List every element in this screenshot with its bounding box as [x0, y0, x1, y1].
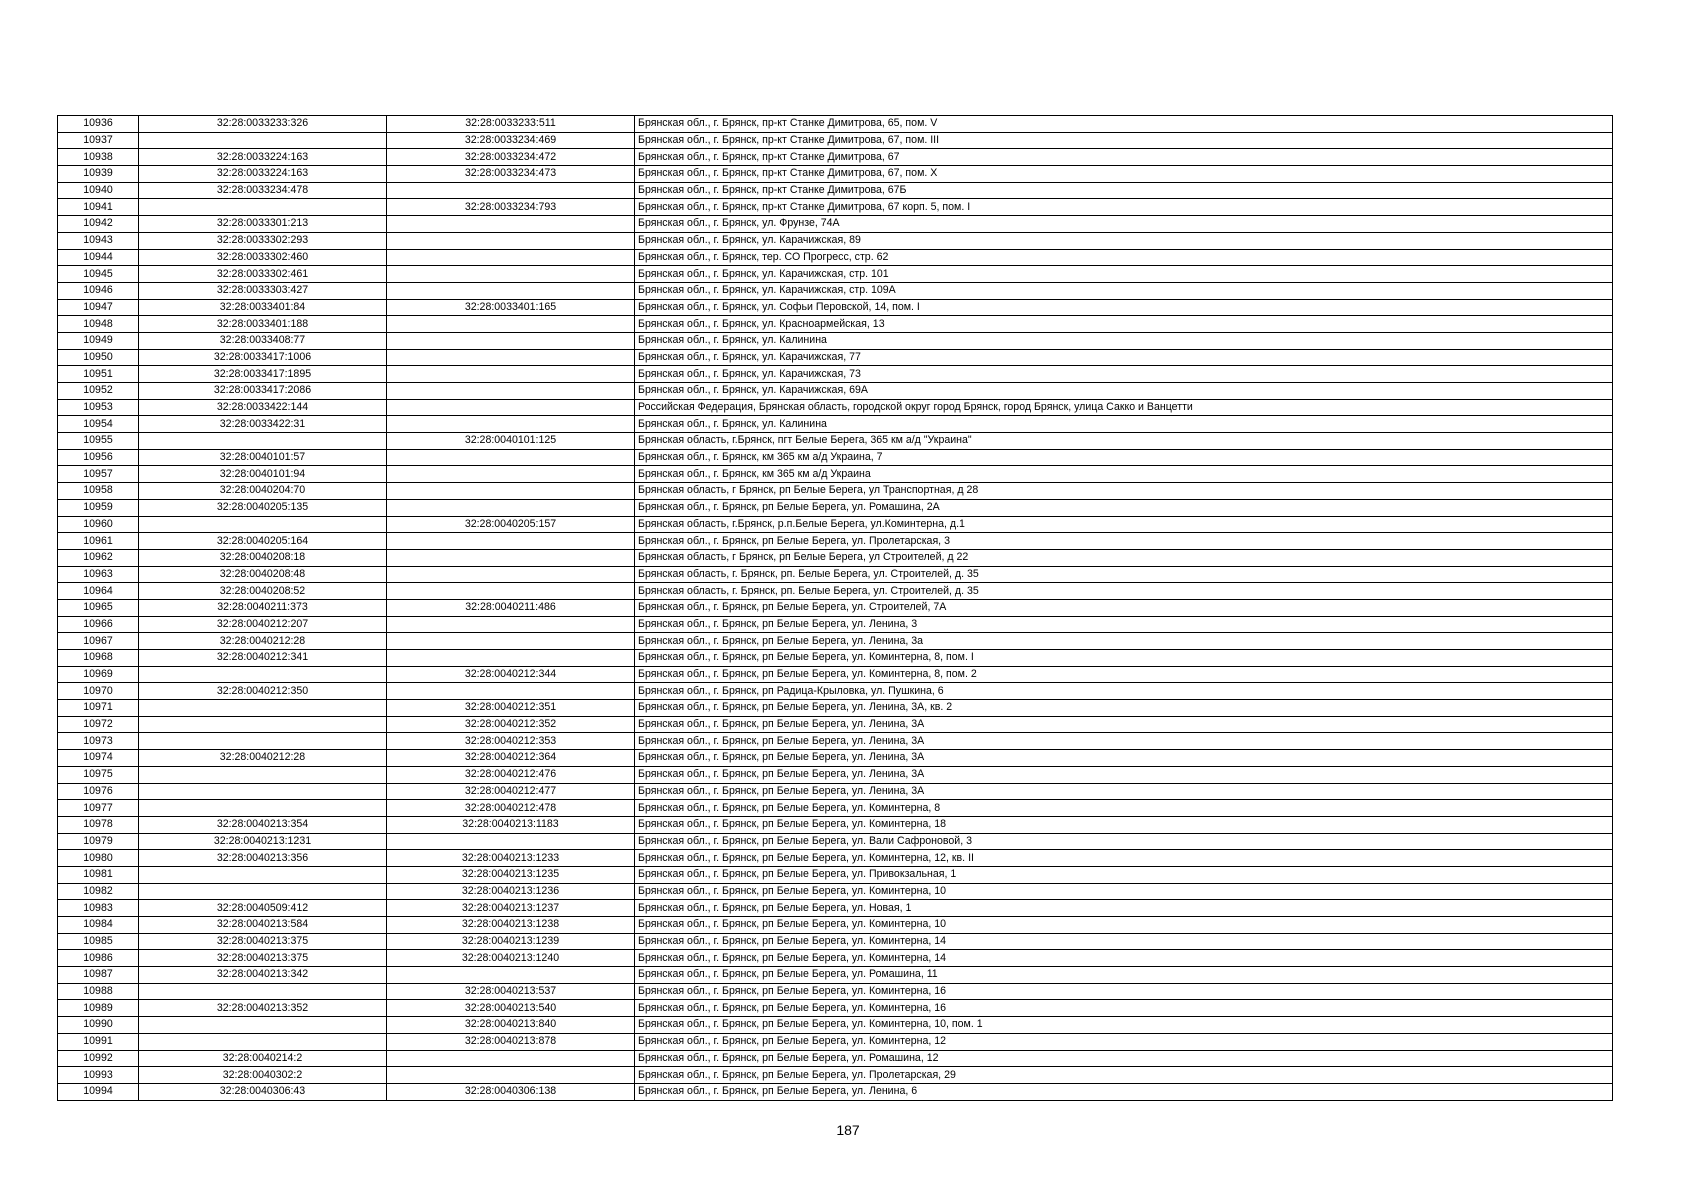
row-number-cell: 10947 — [58, 299, 139, 316]
table-row — [58, 900, 1613, 917]
row-number-cell: 10953 — [58, 399, 139, 416]
table-row — [58, 149, 1613, 166]
table-row — [58, 816, 1613, 833]
table-row — [58, 750, 1613, 767]
address-cell: Брянская обл., г. Брянск, рп Белые Берега, ул. Коминтерна, 12, кв. II — [635, 850, 1613, 867]
address-cell: Брянская обл., г. Брянск, рп Белые Берега, ул. Ленина, 6 — [635, 1083, 1613, 1100]
table-row — [58, 166, 1613, 183]
object-cadastral-number-cell: 32:28:0040213:1238 — [387, 917, 635, 934]
address-cell: Брянская обл., г. Брянск, ул. Красноармейская, 13 — [635, 316, 1613, 333]
object-cadastral-number-cell — [387, 399, 635, 416]
address-cell: Брянская обл., г. Брянск, рп Белые Берега, ул. Ромашина, 2А — [635, 499, 1613, 516]
page-number: 187 — [836, 1122, 860, 1138]
table-row — [58, 800, 1613, 817]
row-number-cell: 10941 — [58, 199, 139, 216]
object-cadastral-number-cell: 32:28:0040213:1237 — [387, 900, 635, 917]
object-cadastral-number-cell: 32:28:0033234:793 — [387, 199, 635, 216]
land-cadastral-number-cell: 32:28:0040208:52 — [139, 583, 387, 600]
land-cadastral-number-cell: 32:28:0040306:43 — [139, 1083, 387, 1100]
land-cadastral-number-cell — [139, 983, 387, 1000]
address-cell: Брянская обл., г. Брянск, рп Белые Берега, ул. Коминтерна, 16 — [635, 1000, 1613, 1017]
address-cell: Брянская обл., г. Брянск, ул. Фрунзе, 74А — [635, 216, 1613, 233]
object-cadastral-number-cell: 32:28:0040213:878 — [387, 1033, 635, 1050]
object-cadastral-number-cell — [387, 549, 635, 566]
land-cadastral-number-cell: 32:28:0040101:57 — [139, 449, 387, 466]
row-number-cell: 10970 — [58, 683, 139, 700]
row-number-cell: 10939 — [58, 166, 139, 183]
table-row — [58, 282, 1613, 299]
row-number-cell: 10985 — [58, 933, 139, 950]
object-cadastral-number-cell: 32:28:0040213:1240 — [387, 950, 635, 967]
address-cell: Брянская обл., г. Брянск, рп Белые Берега, ул. Ленина, 3А, кв. 2 — [635, 700, 1613, 717]
row-number-cell: 10958 — [58, 483, 139, 500]
land-cadastral-number-cell: 32:28:0033302:460 — [139, 249, 387, 266]
address-cell: Брянская обл., г. Брянск, рп Белые Берега, ул. Вали Сафроновой, 3 — [635, 833, 1613, 850]
address-cell: Брянская обл., г. Брянск, рп Белые Берега, ул. Коминтерна, 14 — [635, 933, 1613, 950]
land-cadastral-number-cell: 32:28:0040302:2 — [139, 1067, 387, 1084]
row-number-cell: 10988 — [58, 983, 139, 1000]
object-cadastral-number-cell — [387, 449, 635, 466]
land-cadastral-number-cell: 32:28:0040204:70 — [139, 483, 387, 500]
land-cadastral-number-cell: 32:28:0040213:375 — [139, 950, 387, 967]
object-cadastral-number-cell: 32:28:0040211:486 — [387, 599, 635, 616]
object-cadastral-number-cell: 32:28:0040213:537 — [387, 983, 635, 1000]
object-cadastral-number-cell — [387, 967, 635, 984]
land-cadastral-number-cell — [139, 800, 387, 817]
table-row — [58, 866, 1613, 883]
table-row — [58, 366, 1613, 383]
address-cell: Брянская обл., г. Брянск, рп Белые Берега, ул. Пролетарская, 3 — [635, 533, 1613, 550]
address-cell: Брянская обл., г. Брянск, рп Белые Берега, ул. Коминтерна, 16 — [635, 983, 1613, 1000]
object-cadastral-number-cell — [387, 683, 635, 700]
land-cadastral-number-cell: 32:28:0033302:461 — [139, 266, 387, 283]
table-row — [58, 132, 1613, 149]
table-row — [58, 1033, 1613, 1050]
address-cell: Брянская обл., г. Брянск, рп Белые Берега, ул. Ромашина, 12 — [635, 1050, 1613, 1067]
object-cadastral-number-cell: 32:28:0040213:840 — [387, 1017, 635, 1034]
table-row — [58, 967, 1613, 984]
address-cell: Брянская обл., г. Брянск, рп Белые Берега, ул. Привокзальная, 1 — [635, 866, 1613, 883]
address-cell: Брянская обл., г. Брянск, ул. Карачижская, стр. 109А — [635, 282, 1613, 299]
table-row — [58, 383, 1613, 400]
address-cell: Брянская обл., г. Брянск, рп Белые Берега, ул. Строителей, 7А — [635, 599, 1613, 616]
address-cell: Брянская обл., г. Брянск, рп Белые Берега, ул. Пролетарская, 29 — [635, 1067, 1613, 1084]
row-number-cell: 10990 — [58, 1017, 139, 1034]
object-cadastral-number-cell — [387, 616, 635, 633]
table-row — [58, 883, 1613, 900]
land-cadastral-number-cell: 32:28:0040212:350 — [139, 683, 387, 700]
row-number-cell: 10969 — [58, 666, 139, 683]
address-cell: Брянская обл., г. Брянск, ул. Карачижская, 89 — [635, 232, 1613, 249]
land-cadastral-number-cell — [139, 716, 387, 733]
address-cell: Брянская обл., г. Брянск, ул. Карачижская, 69А — [635, 383, 1613, 400]
land-cadastral-number-cell: 32:28:0040205:164 — [139, 533, 387, 550]
address-cell: Брянская обл., г. Брянск, ул. Карачижская, стр. 101 — [635, 266, 1613, 283]
row-number-cell: 10950 — [58, 349, 139, 366]
table-row — [58, 516, 1613, 533]
object-cadastral-number-cell: 32:28:0040213:540 — [387, 1000, 635, 1017]
object-cadastral-number-cell — [387, 282, 635, 299]
address-cell: Брянская область, г Брянск, рп Белые Берега, ул Строителей, д 22 — [635, 549, 1613, 566]
row-number-cell: 10993 — [58, 1067, 139, 1084]
address-cell: Брянская обл., г. Брянск, ул. Карачижская, 77 — [635, 349, 1613, 366]
row-number-cell: 10986 — [58, 950, 139, 967]
object-cadastral-number-cell: 32:28:0040213:1235 — [387, 866, 635, 883]
address-cell: Брянская обл., г. Брянск, рп Радица-Крыловка, ул. Пушкина, 6 — [635, 683, 1613, 700]
land-cadastral-number-cell: 32:28:0033303:427 — [139, 282, 387, 299]
address-cell: Брянская область, г Брянск, рп Белые Берега, ул Транспортная, д 28 — [635, 483, 1613, 500]
object-cadastral-number-cell — [387, 216, 635, 233]
address-cell: Брянская обл., г. Брянск, пр-кт Станке Димитрова, 65, пом. V — [635, 116, 1613, 133]
row-number-cell: 10979 — [58, 833, 139, 850]
land-cadastral-number-cell: 32:28:0033408:77 — [139, 332, 387, 349]
row-number-cell: 10989 — [58, 1000, 139, 1017]
land-cadastral-number-cell — [139, 866, 387, 883]
object-cadastral-number-cell: 32:28:0040212:352 — [387, 716, 635, 733]
row-number-cell: 10952 — [58, 383, 139, 400]
land-cadastral-number-cell: 32:28:0033417:1895 — [139, 366, 387, 383]
row-number-cell: 10965 — [58, 599, 139, 616]
object-cadastral-number-cell: 32:28:0033234:472 — [387, 149, 635, 166]
row-number-cell: 10961 — [58, 533, 139, 550]
address-cell: Брянская обл., г. Брянск, рп Белые Берега, ул. Коминтерна, 14 — [635, 950, 1613, 967]
land-cadastral-number-cell: 32:28:0040208:18 — [139, 549, 387, 566]
table-row — [58, 616, 1613, 633]
land-cadastral-number-cell: 32:28:0040211:373 — [139, 599, 387, 616]
table-row — [58, 266, 1613, 283]
table-row — [58, 199, 1613, 216]
row-number-cell: 10951 — [58, 366, 139, 383]
land-cadastral-number-cell: 32:28:0033417:1006 — [139, 349, 387, 366]
object-cadastral-number-cell: 32:28:0040212:477 — [387, 783, 635, 800]
object-cadastral-number-cell: 32:28:0040213:1236 — [387, 883, 635, 900]
table-row — [58, 950, 1613, 967]
object-cadastral-number-cell: 32:28:0040213:1233 — [387, 850, 635, 867]
object-cadastral-number-cell — [387, 533, 635, 550]
row-number-cell: 10955 — [58, 433, 139, 450]
object-cadastral-number-cell: 32:28:0040212:344 — [387, 666, 635, 683]
table-row — [58, 650, 1613, 667]
object-cadastral-number-cell — [387, 466, 635, 483]
land-cadastral-number-cell — [139, 1017, 387, 1034]
table-row — [58, 566, 1613, 583]
table-row — [58, 833, 1613, 850]
address-cell: Брянская обл., г. Брянск, рп Белые Берега, ул. Ленина, 3А — [635, 733, 1613, 750]
land-cadastral-number-cell: 32:28:0033301:213 — [139, 216, 387, 233]
row-number-cell: 10940 — [58, 182, 139, 199]
land-cadastral-number-cell — [139, 700, 387, 717]
object-cadastral-number-cell: 32:28:0033234:469 — [387, 132, 635, 149]
property-register-table — [57, 115, 1613, 1101]
row-number-cell: 10942 — [58, 216, 139, 233]
land-cadastral-number-cell — [139, 132, 387, 149]
object-cadastral-number-cell: 32:28:0040212:351 — [387, 700, 635, 717]
address-cell: Брянская обл., г. Брянск, км 365 км а/д Украина, 7 — [635, 449, 1613, 466]
row-number-cell: 10937 — [58, 132, 139, 149]
table-row — [58, 399, 1613, 416]
object-cadastral-number-cell: 32:28:0033234:473 — [387, 166, 635, 183]
table-row — [58, 116, 1613, 133]
table-row — [58, 917, 1613, 934]
address-cell: Брянская область, г. Брянск, рп. Белые Берега, ул. Строителей, д. 35 — [635, 583, 1613, 600]
row-number-cell: 10944 — [58, 249, 139, 266]
row-number-cell: 10981 — [58, 866, 139, 883]
row-number-cell: 10991 — [58, 1033, 139, 1050]
table-row — [58, 1083, 1613, 1100]
address-cell: Брянская обл., г. Брянск, рп Белые Берега, ул. Ленина, 3А — [635, 716, 1613, 733]
land-cadastral-number-cell: 32:28:0033224:163 — [139, 149, 387, 166]
table-row — [58, 449, 1613, 466]
object-cadastral-number-cell — [387, 1050, 635, 1067]
land-cadastral-number-cell: 32:28:0033401:188 — [139, 316, 387, 333]
table-row — [58, 716, 1613, 733]
object-cadastral-number-cell: 32:28:0033233:511 — [387, 116, 635, 133]
row-number-cell: 10968 — [58, 650, 139, 667]
land-cadastral-number-cell: 32:28:0040213:356 — [139, 850, 387, 867]
land-cadastral-number-cell — [139, 433, 387, 450]
row-number-cell: 10974 — [58, 750, 139, 767]
object-cadastral-number-cell — [387, 266, 635, 283]
land-cadastral-number-cell: 32:28:0033422:144 — [139, 399, 387, 416]
row-number-cell: 10949 — [58, 332, 139, 349]
land-cadastral-number-cell — [139, 199, 387, 216]
object-cadastral-number-cell: 32:28:0040205:157 — [387, 516, 635, 533]
address-cell: Брянская обл., г. Брянск, рп Белые Берега, ул. Коминтерна, 10 — [635, 917, 1613, 934]
land-cadastral-number-cell: 32:28:0040208:48 — [139, 566, 387, 583]
object-cadastral-number-cell: 32:28:0040212:478 — [387, 800, 635, 817]
table-row — [58, 433, 1613, 450]
land-cadastral-number-cell: 32:28:0040213:375 — [139, 933, 387, 950]
row-number-cell: 10983 — [58, 900, 139, 917]
table-row — [58, 466, 1613, 483]
table-row — [58, 683, 1613, 700]
address-cell: Российская Федерация, Брянская область, городской округ город Брянск, город Брянск, улица Сакко и Ванцетти — [635, 399, 1613, 416]
row-number-cell: 10963 — [58, 566, 139, 583]
address-cell: Брянская обл., г. Брянск, км 365 км а/д Украина — [635, 466, 1613, 483]
row-number-cell: 10976 — [58, 783, 139, 800]
land-cadastral-number-cell: 32:28:0040213:1231 — [139, 833, 387, 850]
land-cadastral-number-cell: 32:28:0040101:94 — [139, 466, 387, 483]
address-cell: Брянская обл., г. Брянск, рп Белые Берега, ул. Коминтерна, 10, пом. 1 — [635, 1017, 1613, 1034]
row-number-cell: 10978 — [58, 816, 139, 833]
table-row — [58, 766, 1613, 783]
row-number-cell: 10984 — [58, 917, 139, 934]
row-number-cell: 10938 — [58, 149, 139, 166]
land-cadastral-number-cell: 32:28:0040509:412 — [139, 900, 387, 917]
address-cell: Брянская область, г.Брянск, р.п.Белые Берега, ул.Коминтерна, д.1 — [635, 516, 1613, 533]
object-cadastral-number-cell — [387, 583, 635, 600]
land-cadastral-number-cell: 32:28:0033224:163 — [139, 166, 387, 183]
row-number-cell: 10957 — [58, 466, 139, 483]
table-row — [58, 299, 1613, 316]
address-cell: Брянская обл., г. Брянск, ул. Калинина — [635, 416, 1613, 433]
table-row — [58, 1000, 1613, 1017]
row-number-cell: 10987 — [58, 967, 139, 984]
land-cadastral-number-cell: 32:28:0033302:293 — [139, 232, 387, 249]
table-row — [58, 599, 1613, 616]
address-cell: Брянская обл., г. Брянск, рп Белые Берега, ул. Коминтерна, 8 — [635, 800, 1613, 817]
land-cadastral-number-cell: 32:28:0033233:326 — [139, 116, 387, 133]
row-number-cell: 10964 — [58, 583, 139, 600]
address-cell: Брянская обл., г. Брянск, рп Белые Берега, ул. Коминтерна, 12 — [635, 1033, 1613, 1050]
row-number-cell: 10960 — [58, 516, 139, 533]
address-cell: Брянская обл., г. Брянск, пр-кт Станке Димитрова, 67Б — [635, 182, 1613, 199]
table-row — [58, 1017, 1613, 1034]
table-row — [58, 416, 1613, 433]
address-cell: Брянская обл., г. Брянск, рп Белые Берега, ул. Коминтерна, 18 — [635, 816, 1613, 833]
land-cadastral-number-cell: 32:28:0040214:2 — [139, 1050, 387, 1067]
table-row — [58, 216, 1613, 233]
address-cell: Брянская обл., г. Брянск, пр-кт Станке Димитрова, 67 — [635, 149, 1613, 166]
table-row — [58, 349, 1613, 366]
object-cadastral-number-cell — [387, 483, 635, 500]
table-row — [58, 783, 1613, 800]
object-cadastral-number-cell: 32:28:0040306:138 — [387, 1083, 635, 1100]
table-row — [58, 700, 1613, 717]
row-number-cell: 10982 — [58, 883, 139, 900]
address-cell: Брянская обл., г. Брянск, ул. Карачижская, 73 — [635, 366, 1613, 383]
row-number-cell: 10962 — [58, 549, 139, 566]
row-number-cell: 10977 — [58, 800, 139, 817]
land-cadastral-number-cell: 32:28:0033417:2086 — [139, 383, 387, 400]
object-cadastral-number-cell: 32:28:0040213:1183 — [387, 816, 635, 833]
address-cell: Брянская обл., г. Брянск, рп Белые Берега, ул. Коминтерна, 10 — [635, 883, 1613, 900]
table-row — [58, 933, 1613, 950]
object-cadastral-number-cell — [387, 182, 635, 199]
row-number-cell: 10946 — [58, 282, 139, 299]
address-cell: Брянская область, г.Брянск, пгт Белые Берега, 365 км а/д "Украина" — [635, 433, 1613, 450]
object-cadastral-number-cell: 32:28:0033401:165 — [387, 299, 635, 316]
object-cadastral-number-cell: 32:28:0040212:476 — [387, 766, 635, 783]
row-number-cell: 10994 — [58, 1083, 139, 1100]
land-cadastral-number-cell: 32:28:0040212:341 — [139, 650, 387, 667]
object-cadastral-number-cell: 32:28:0040212:364 — [387, 750, 635, 767]
address-cell: Брянская обл., г. Брянск, рп Белые Берега, ул. Ленина, 3А — [635, 766, 1613, 783]
table-row — [58, 232, 1613, 249]
land-cadastral-number-cell: 32:28:0040205:135 — [139, 499, 387, 516]
address-cell: Брянская обл., г. Брянск, ул. Софьи Перовской, 14, пом. I — [635, 299, 1613, 316]
land-cadastral-number-cell — [139, 666, 387, 683]
row-number-cell: 10973 — [58, 733, 139, 750]
table-row — [58, 983, 1613, 1000]
object-cadastral-number-cell — [387, 1067, 635, 1084]
land-cadastral-number-cell: 32:28:0040212:28 — [139, 633, 387, 650]
address-cell: Брянская обл., г. Брянск, пр-кт Станке Димитрова, 67 корп. 5, пом. I — [635, 199, 1613, 216]
land-cadastral-number-cell — [139, 516, 387, 533]
row-number-cell: 10956 — [58, 449, 139, 466]
object-cadastral-number-cell — [387, 249, 635, 266]
row-number-cell: 10971 — [58, 700, 139, 717]
row-number-cell: 10975 — [58, 766, 139, 783]
address-cell: Брянская обл., г. Брянск, тер. СО Прогресс, стр. 62 — [635, 249, 1613, 266]
row-number-cell: 10992 — [58, 1050, 139, 1067]
table-row — [58, 666, 1613, 683]
land-cadastral-number-cell: 32:28:0033234:478 — [139, 182, 387, 199]
address-cell: Брянская обл., г. Брянск, рп Белые Берега, ул. Ленина, 3А — [635, 750, 1613, 767]
table-row — [58, 533, 1613, 550]
table-row — [58, 583, 1613, 600]
row-number-cell: 10967 — [58, 633, 139, 650]
land-cadastral-number-cell: 32:28:0040213:342 — [139, 967, 387, 984]
address-cell: Брянская обл., г. Брянск, рп Белые Берега, ул. Ленина, 3А — [635, 783, 1613, 800]
row-number-cell: 10966 — [58, 616, 139, 633]
address-cell: Брянская обл., г. Брянск, рп Белые Берега, ул. Ромашина, 11 — [635, 967, 1613, 984]
object-cadastral-number-cell — [387, 316, 635, 333]
land-cadastral-number-cell: 32:28:0040213:354 — [139, 816, 387, 833]
land-cadastral-number-cell: 32:28:0040213:584 — [139, 917, 387, 934]
table-row — [58, 549, 1613, 566]
table-row — [58, 483, 1613, 500]
table-row — [58, 316, 1613, 333]
table-row — [58, 633, 1613, 650]
object-cadastral-number-cell: 32:28:0040212:353 — [387, 733, 635, 750]
table-row — [58, 1050, 1613, 1067]
row-number-cell: 10948 — [58, 316, 139, 333]
address-cell: Брянская обл., г. Брянск, рп Белые Берега, ул. Новая, 1 — [635, 900, 1613, 917]
land-cadastral-number-cell — [139, 883, 387, 900]
row-number-cell: 10945 — [58, 266, 139, 283]
address-cell: Брянская обл., г. Брянск, ул. Калинина — [635, 332, 1613, 349]
row-number-cell: 10943 — [58, 232, 139, 249]
address-cell: Брянская обл., г. Брянск, пр-кт Станке Димитрова, 67, пом. X — [635, 166, 1613, 183]
table-row — [58, 733, 1613, 750]
object-cadastral-number-cell — [387, 232, 635, 249]
object-cadastral-number-cell — [387, 499, 635, 516]
object-cadastral-number-cell — [387, 833, 635, 850]
land-cadastral-number-cell: 32:28:0033401:84 — [139, 299, 387, 316]
row-number-cell: 10936 — [58, 116, 139, 133]
row-number-cell: 10972 — [58, 716, 139, 733]
address-cell: Брянская обл., г. Брянск, пр-кт Станке Димитрова, 67, пом. III — [635, 132, 1613, 149]
object-cadastral-number-cell — [387, 349, 635, 366]
address-cell: Брянская область, г. Брянск, рп. Белые Берега, ул. Строителей, д. 35 — [635, 566, 1613, 583]
land-cadastral-number-cell: 32:28:0040213:352 — [139, 1000, 387, 1017]
object-cadastral-number-cell — [387, 366, 635, 383]
row-number-cell: 10959 — [58, 499, 139, 516]
object-cadastral-number-cell — [387, 633, 635, 650]
address-cell: Брянская обл., г. Брянск, рп Белые Берега, ул. Ленина, 3а — [635, 633, 1613, 650]
object-cadastral-number-cell — [387, 332, 635, 349]
table-row — [58, 850, 1613, 867]
object-cadastral-number-cell: 32:28:0040213:1239 — [387, 933, 635, 950]
row-number-cell: 10954 — [58, 416, 139, 433]
land-cadastral-number-cell — [139, 766, 387, 783]
land-cadastral-number-cell — [139, 1033, 387, 1050]
land-cadastral-number-cell: 32:28:0033422:31 — [139, 416, 387, 433]
table-row — [58, 249, 1613, 266]
land-cadastral-number-cell — [139, 733, 387, 750]
table-row — [58, 499, 1613, 516]
land-cadastral-number-cell: 32:28:0040212:207 — [139, 616, 387, 633]
property-register-body — [58, 116, 1613, 1101]
land-cadastral-number-cell: 32:28:0040212:28 — [139, 750, 387, 767]
address-cell: Брянская обл., г. Брянск, рп Белые Берега, ул. Коминтерна, 8, пом. 2 — [635, 666, 1613, 683]
land-cadastral-number-cell — [139, 783, 387, 800]
object-cadastral-number-cell — [387, 383, 635, 400]
object-cadastral-number-cell — [387, 416, 635, 433]
address-cell: Брянская обл., г. Брянск, рп Белые Берега, ул. Коминтерна, 8, пом. I — [635, 650, 1613, 667]
object-cadastral-number-cell — [387, 650, 635, 667]
address-cell: Брянская обл., г. Брянск, рп Белые Берега, ул. Ленина, 3 — [635, 616, 1613, 633]
table-row — [58, 1067, 1613, 1084]
table-row — [58, 332, 1613, 349]
object-cadastral-number-cell: 32:28:0040101:125 — [387, 433, 635, 450]
object-cadastral-number-cell — [387, 566, 635, 583]
row-number-cell: 10980 — [58, 850, 139, 867]
table-row — [58, 182, 1613, 199]
